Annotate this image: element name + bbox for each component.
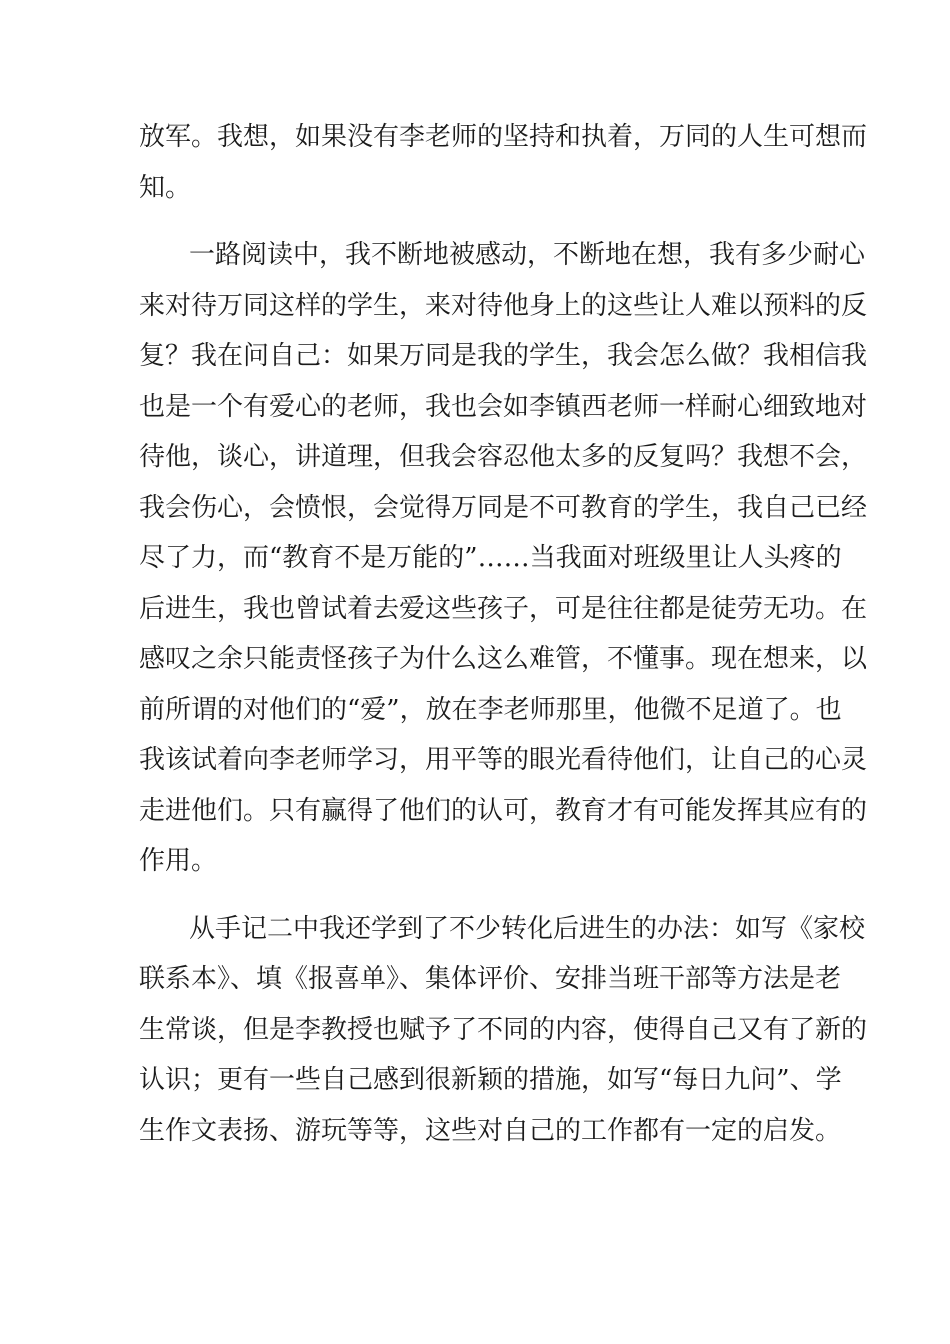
paragraph-line: 生常谈，但是李教授也赋予了不同的内容，使得自己又有了新的 — [139, 1015, 868, 1045]
paragraph-line: 也是一个有爱心的老师，我也会如李镇西老师一样耐心细致地对 — [139, 392, 868, 422]
paragraph-line: 一路阅读中，我不断地被感动，不断地在想，我有多少耐心 — [189, 240, 866, 270]
paragraph-line: 我该试着向李老师学习，用平等的眼光看待他们，让自己的心灵 — [139, 745, 868, 775]
paragraph-line: 生作文表扬、游玩等等，这些对自己的工作都有一定的启发。 — [139, 1116, 842, 1146]
paragraph-line: 放军。我想，如果没有李老师的坚持和执着，万同的人生可想而 — [139, 122, 868, 152]
paragraph-line: 认识；更有一些自己感到很新颖的措施，如写“每日九问”、学 — [139, 1065, 842, 1095]
paragraph-line: 从手记二中我还学到了不少转化后进生的办法：如写《家校 — [189, 914, 866, 944]
paragraph-line: 我会伤心，会愤恨，会觉得万同是不可教育的学生，我自己已经 — [139, 493, 868, 523]
paragraph-line: 尽了力，而“教育不是万能的”……当我面对班级里让人头疼的 — [139, 543, 842, 573]
paragraph-line: 联系本》、填《报喜单》、集体评价、安排当班干部等方法是老 — [139, 964, 842, 994]
paragraph-line: 后进生，我也曾试着去爱这些孩子，可是往往都是徒劳无功。在 — [139, 594, 868, 624]
paragraph-line: 作用。 — [139, 846, 218, 876]
paragraph-line: 来对待万同这样的学生，来对待他身上的这些让人难以预料的反 — [139, 291, 868, 321]
paragraph-line: 待他，谈心，讲道理，但我会容忍他太多的反复吗？我想不会， — [139, 442, 868, 472]
paragraph-line: 感叹之余只能责怪孩子为什么这么难管，不懂事。现在想来，以 — [139, 644, 868, 674]
paragraph-line: 走进他们。只有赢得了他们的认可，教育才有可能发挥其应有的 — [139, 796, 868, 826]
paragraph-line: 前所谓的对他们的“爱”，放在李老师那里，他微不足道了。也 — [139, 695, 842, 725]
paragraph-line: 知。 — [139, 173, 192, 203]
paragraph-line: 复？我在问自己：如果万同是我的学生，我会怎么做？我相信我 — [139, 341, 868, 371]
